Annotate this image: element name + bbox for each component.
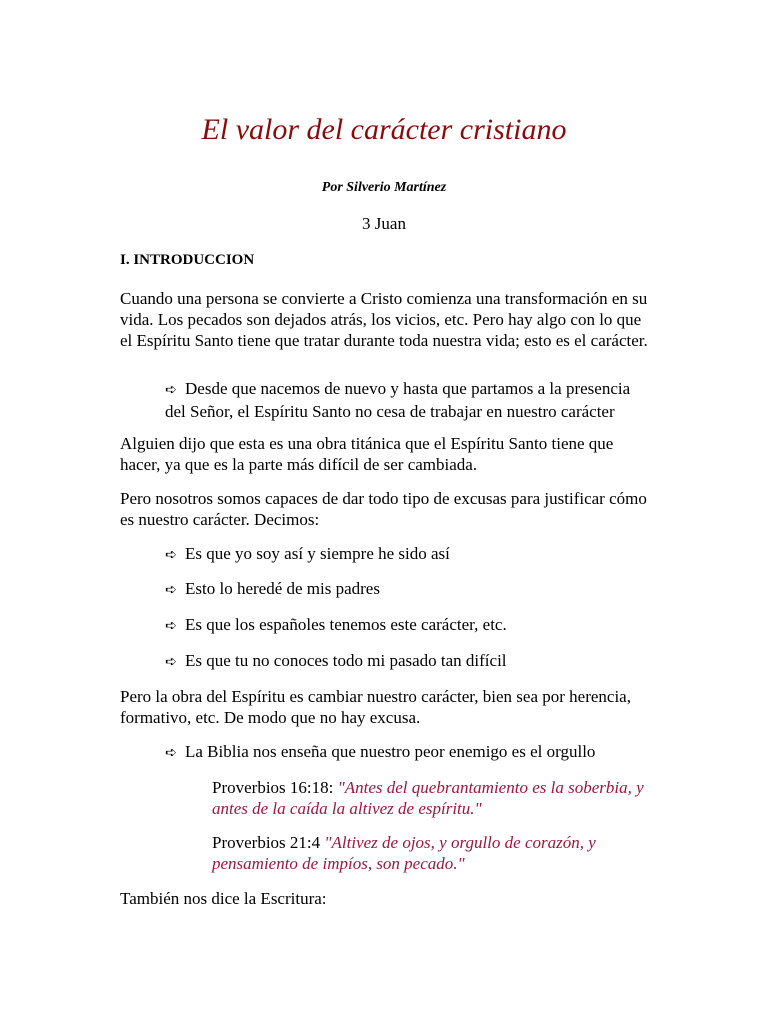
bullet-text: Desde que nacemos de nuevo y hasta que partamos a la presencia del Señor, el Espíritu Santo no cesa de trabajar en nuestro carácter — [165, 379, 631, 421]
verse-reference: Proverbios 16:18: — [212, 778, 338, 797]
bible-verse — [212, 832, 652, 874]
paragraph-text: Pero nosotros somos capaces de dar todo tipo de excusas para justificar cómo es nuestro carácter. Decimos: — [120, 489, 647, 529]
arrow-right-icon: ➪ — [165, 582, 177, 598]
arrow-right-icon: ➪ — [165, 618, 177, 634]
author-line: Por Silverio Martínez — [321, 180, 447, 195]
bullet-item — [165, 650, 655, 673]
arrow-right-icon: ➪ — [165, 382, 177, 398]
scripture-reference: 3 Juan — [362, 214, 406, 233]
paragraph-text: Cuando una persona se convierte a Cristo comienza una transformación en su vida. Los pecados son dejados atrás, los vicios, etc. Pero hay algo con lo que el Espíritu Santo tiene que tratar durante toda nuestra vida; esto es el carácter. — [120, 289, 648, 350]
arrow-right-icon: ➪ — [165, 547, 177, 563]
bullet-item — [165, 543, 655, 566]
section-heading: I. INTRODUCCION — [120, 252, 255, 268]
bullet-text: Es que tu no conoces todo mi pasado tan difícil — [185, 651, 507, 670]
bullet-item — [165, 378, 655, 422]
paragraph — [120, 888, 650, 909]
bullet-item — [165, 578, 655, 601]
bullet-text: La Biblia nos enseña que nuestro peor enemigo es el orgullo — [185, 742, 596, 761]
bullet-item — [165, 741, 655, 764]
paragraph — [120, 488, 650, 530]
paragraph — [120, 288, 650, 351]
bullet-text: Es que yo soy así y siempre he sido así — [185, 544, 450, 563]
verse-quote: "Altivez de ojos, y orgullo de corazón, y pensamiento de impíos, son pecado." — [212, 833, 596, 873]
bullet-text: Esto lo heredé de mis padres — [185, 579, 380, 598]
arrow-right-icon: ➪ — [165, 745, 177, 761]
document-title: El valor del carácter cristiano — [201, 113, 567, 146]
paragraph — [120, 433, 650, 475]
verse-reference: Proverbios 21:4 — [212, 833, 325, 852]
bible-verse — [212, 777, 652, 819]
arrow-right-icon: ➪ — [165, 654, 177, 670]
verse-quote: "Antes del quebrantamiento es la soberbia, y antes de la caída la altivez de espíritu." — [212, 778, 644, 818]
paragraph-text: Pero la obra del Espíritu es cambiar nuestro carácter, bien sea por herencia, formativo, etc. De modo que no hay excusa. — [120, 687, 631, 727]
bullet-item — [165, 614, 655, 637]
paragraph-text: También nos dice la Escritura: — [120, 889, 327, 908]
paragraph — [120, 686, 650, 728]
bullet-text: Es que los españoles tenemos este carácter, etc. — [185, 615, 507, 634]
paragraph-text: Alguien dijo que esta es una obra titánica que el Espíritu Santo tiene que hacer, ya que es la parte más difícil de ser cambiada. — [120, 434, 614, 474]
